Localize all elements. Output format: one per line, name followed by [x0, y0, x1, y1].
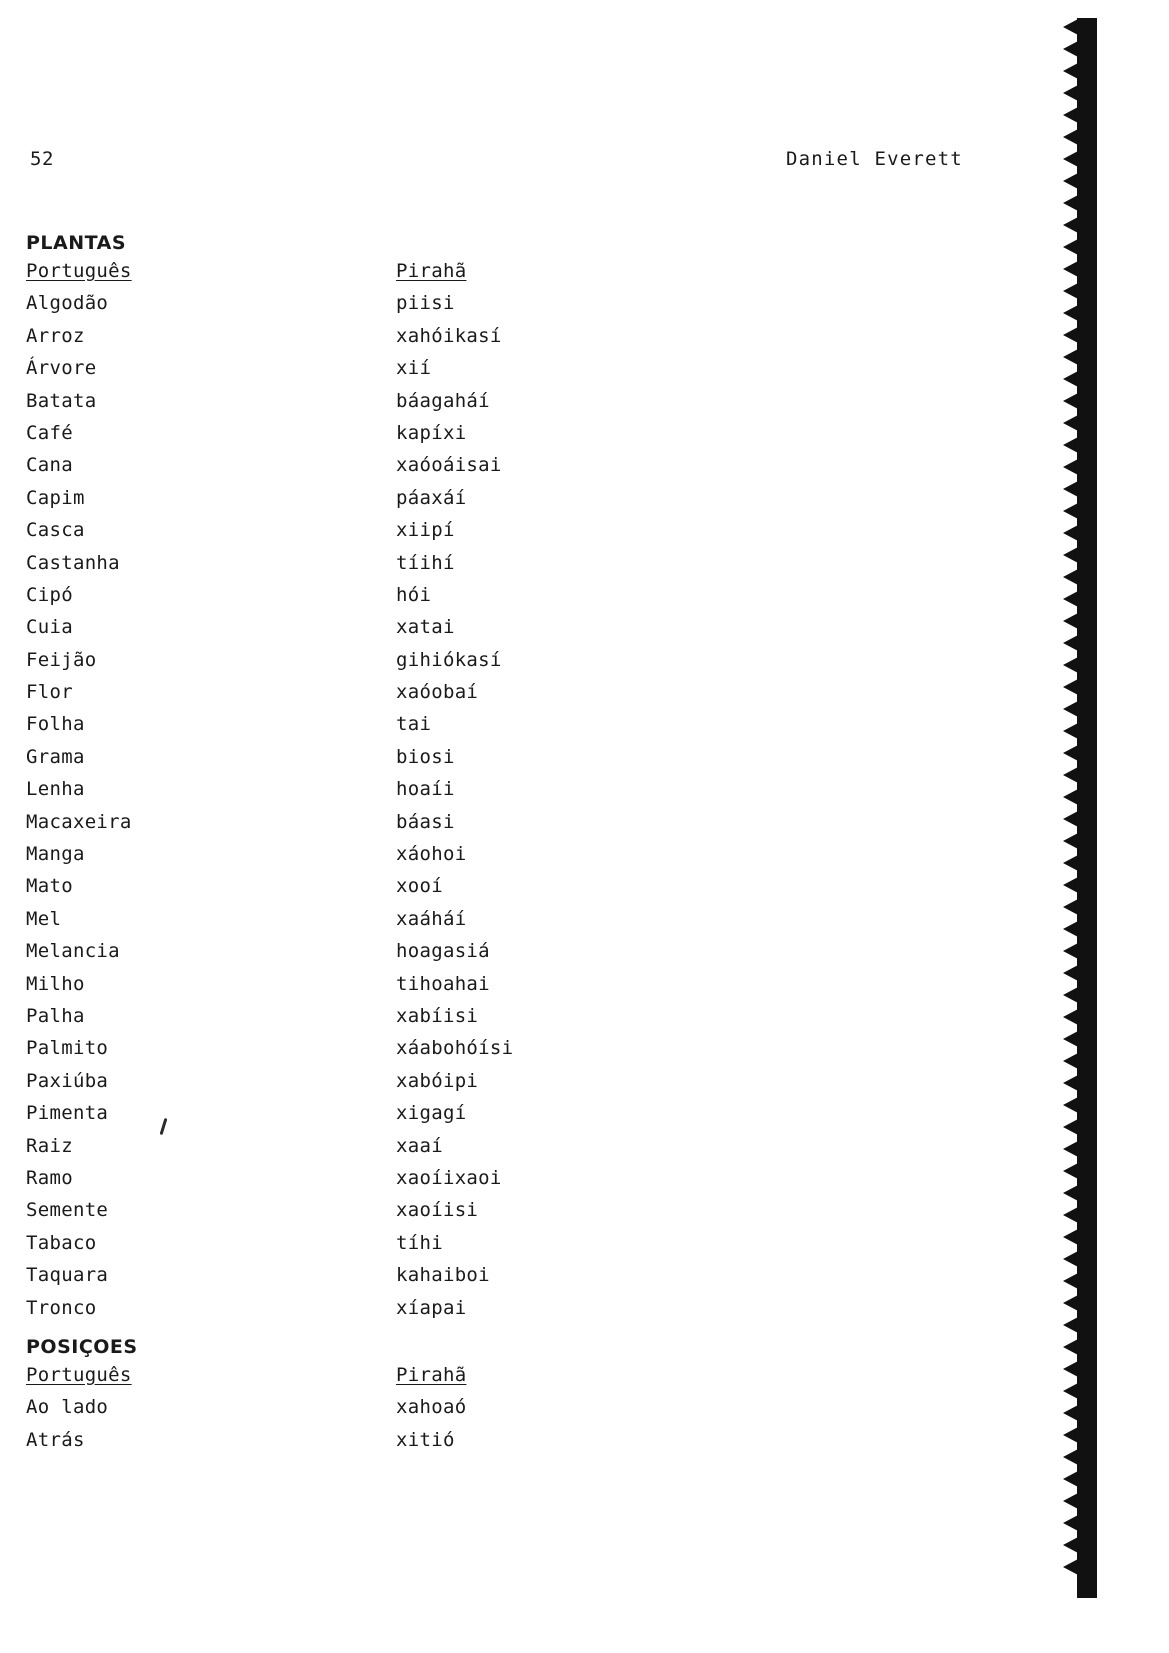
pirah-term: xabóipi	[396, 1069, 479, 1092]
binding-tooth	[1063, 480, 1080, 498]
portuguese-term: Folha	[26, 713, 85, 736]
binding-tooth	[1063, 1338, 1080, 1356]
portuguese-term: Melancia	[26, 940, 120, 963]
word-list-plantas	[26, 292, 514, 1329]
word-list-posicoes	[26, 1396, 467, 1461]
word-entry-row	[26, 1199, 479, 1231]
binding-tooth	[1063, 18, 1080, 36]
page-number: 52	[30, 148, 54, 170]
binding-tooth	[1063, 1404, 1080, 1422]
column-header-portuguese: Português	[26, 260, 132, 282]
binding-tooth	[1063, 1426, 1080, 1444]
binding-tooth	[1063, 1074, 1080, 1092]
binding-tooth	[1063, 766, 1080, 784]
binding-tooth	[1063, 40, 1080, 58]
binding-tooth	[1063, 1316, 1080, 1334]
spiral-binding-edge	[1063, 18, 1097, 1598]
pirah-term: xabíisi	[396, 1004, 479, 1027]
portuguese-term: Mel	[26, 907, 62, 930]
section-title: PLANTAS	[26, 232, 127, 254]
word-entry-row	[26, 907, 467, 940]
word-entry-row	[26, 843, 467, 875]
word-entry-row	[26, 292, 455, 324]
binding-tooth	[1063, 1162, 1080, 1180]
binding-tooth	[1063, 172, 1080, 190]
portuguese-term: Semente	[26, 1199, 109, 1222]
binding-tooth	[1063, 1008, 1080, 1026]
binding-tooth	[1063, 326, 1080, 344]
pirah-term: kahaiboi	[396, 1264, 490, 1287]
portuguese-term: Mato	[26, 875, 73, 898]
binding-tooth	[1063, 1118, 1080, 1136]
word-entry-row	[26, 1396, 467, 1428]
binding-tooth	[1063, 282, 1080, 300]
portuguese-term: Cuia	[26, 616, 73, 639]
portuguese-term: Feijão	[26, 648, 97, 671]
binding-tooth	[1063, 854, 1080, 872]
binding-tooth	[1063, 370, 1080, 388]
binding-tooth	[1063, 546, 1080, 564]
word-entry-row	[26, 1264, 490, 1296]
word-entry-row	[26, 583, 432, 616]
pirah-term: tíihí	[396, 551, 455, 574]
binding-tooth	[1063, 1558, 1080, 1576]
binding-tooth	[1063, 62, 1080, 80]
word-entry-row	[26, 486, 467, 519]
binding-tooth	[1063, 392, 1080, 410]
column-header-row	[26, 1364, 467, 1396]
binding-tooth	[1063, 194, 1080, 212]
binding-tooth	[1063, 1360, 1080, 1378]
binding-tooth	[1063, 436, 1080, 454]
pirah-term: hoaíi	[396, 778, 455, 801]
binding-tooth	[1063, 238, 1080, 256]
binding-tooth	[1063, 656, 1080, 674]
portuguese-term: Paxiúba	[26, 1069, 109, 1092]
word-entry-row	[26, 421, 467, 454]
binding-tooth	[1063, 1096, 1080, 1114]
binding-tooth	[1063, 920, 1080, 938]
word-entry-row	[26, 357, 432, 389]
running-head-author: Daniel Everett	[786, 148, 963, 170]
binding-tooth	[1063, 568, 1080, 586]
pirah-term: tíhi	[396, 1231, 443, 1254]
pirah-term: xaoíixaoi	[396, 1166, 502, 1189]
pirah-term: hoagasiá	[396, 940, 490, 963]
word-entry-row	[26, 1069, 479, 1102]
pirah-term: xiipí	[396, 519, 455, 542]
column-header-portuguese: Português	[26, 1364, 132, 1386]
section-posicoes	[26, 1336, 467, 1461]
pirah-term: xaóobaí	[396, 681, 479, 704]
binding-tooth	[1063, 128, 1080, 146]
binding-tooth	[1063, 986, 1080, 1004]
pirah-term: tai	[396, 713, 432, 736]
binding-tooth	[1063, 1448, 1080, 1466]
pirah-term: báagaháí	[396, 389, 490, 412]
section-title: POSIÇOES	[26, 1336, 138, 1358]
word-entry-row	[26, 519, 455, 551]
word-entry-row	[26, 745, 455, 778]
binding-tooth	[1063, 1184, 1080, 1202]
word-entry-row	[26, 616, 455, 648]
portuguese-term: Árvore	[26, 357, 97, 380]
word-entry-row	[26, 1231, 443, 1264]
column-header-pirah: Pirahã	[396, 260, 467, 282]
word-entry-row	[26, 1428, 455, 1461]
pirah-term: xáohoi	[396, 843, 467, 866]
binding-tooth	[1063, 84, 1080, 102]
portuguese-term: Arroz	[26, 324, 85, 347]
pirah-term: xahoaó	[396, 1396, 467, 1419]
word-entry-row	[26, 454, 502, 486]
word-entry-row	[26, 1037, 514, 1069]
portuguese-term: Ramo	[26, 1166, 73, 1189]
portuguese-term: Tronco	[26, 1296, 97, 1319]
binding-tooth	[1063, 524, 1080, 542]
pirah-term: kapíxi	[396, 421, 467, 444]
word-entry-row	[26, 940, 490, 972]
word-entry-row	[26, 389, 490, 422]
binding-tooth	[1063, 304, 1080, 322]
portuguese-term: Pimenta	[26, 1102, 109, 1125]
pirah-term: báasi	[396, 810, 455, 833]
word-entry-row	[26, 324, 502, 357]
binding-tooth	[1063, 150, 1080, 168]
binding-tooth	[1063, 1206, 1080, 1224]
pirah-term: xaoíisi	[396, 1199, 479, 1222]
word-entry-row	[26, 972, 490, 1005]
binding-tooth	[1063, 1470, 1080, 1488]
portuguese-term: Batata	[26, 389, 97, 412]
portuguese-term: Flor	[26, 681, 73, 704]
binding-tooth	[1063, 1536, 1080, 1554]
word-entry-row	[26, 1004, 479, 1037]
binding-tooth	[1063, 942, 1080, 960]
binding-tooth	[1063, 832, 1080, 850]
section-plantas	[26, 232, 514, 1329]
binding-tooth	[1063, 458, 1080, 476]
pirah-term: xatai	[396, 616, 455, 639]
portuguese-term: Tabaco	[26, 1231, 97, 1254]
portuguese-term: Casca	[26, 519, 85, 542]
binding-tooth	[1063, 414, 1080, 432]
pirah-term: xigagí	[396, 1102, 467, 1125]
binding-tooth	[1063, 1030, 1080, 1048]
column-header-row	[26, 260, 467, 292]
binding-tooth	[1063, 1272, 1080, 1290]
word-entry-row	[26, 810, 455, 843]
portuguese-term: Ao lado	[26, 1396, 109, 1419]
word-entry-row	[26, 681, 479, 713]
binding-tooth	[1063, 634, 1080, 652]
word-entry-row	[26, 1102, 467, 1134]
binding-tooth	[1063, 964, 1080, 982]
word-entry-row	[26, 1134, 443, 1167]
pirah-term: xíapai	[396, 1296, 467, 1319]
binding-tooth	[1063, 590, 1080, 608]
pirah-term: piisi	[396, 292, 455, 315]
pirah-term: xaóoáisai	[396, 454, 502, 477]
binding-tooth	[1063, 788, 1080, 806]
binding-tooth	[1063, 1052, 1080, 1070]
binding-tooth	[1063, 106, 1080, 124]
portuguese-term: Palmito	[26, 1037, 109, 1060]
portuguese-term: Grama	[26, 745, 85, 768]
binding-tooth	[1063, 216, 1080, 234]
binding-tooth	[1063, 348, 1080, 366]
pirah-term: xaaí	[396, 1134, 443, 1157]
word-entry-row	[26, 778, 455, 810]
portuguese-term: Atrás	[26, 1428, 85, 1451]
word-entry-row	[26, 1166, 502, 1199]
pirah-term: xahóikasí	[396, 324, 502, 347]
pirah-term: gihiókasí	[396, 648, 502, 671]
binding-tooth	[1063, 810, 1080, 828]
word-entry-row	[26, 551, 455, 584]
binding-tooth	[1063, 1294, 1080, 1312]
portuguese-term: Lenha	[26, 778, 85, 801]
portuguese-term: Palha	[26, 1004, 85, 1027]
pirah-term: xií	[396, 357, 432, 380]
binding-tooth	[1063, 1492, 1080, 1510]
binding-tooth	[1063, 502, 1080, 520]
binding-tooth	[1063, 744, 1080, 762]
portuguese-term: Raiz	[26, 1134, 73, 1157]
portuguese-term: Café	[26, 421, 73, 444]
pirah-term: xitió	[396, 1428, 455, 1451]
pirah-term: xáabohóísi	[396, 1037, 514, 1060]
binding-tooth	[1063, 1228, 1080, 1246]
portuguese-term: Manga	[26, 843, 85, 866]
pirah-term: hói	[396, 583, 432, 606]
pirah-term: xaáháí	[396, 907, 467, 930]
binding-tooth	[1063, 1140, 1080, 1158]
portuguese-term: Cana	[26, 454, 73, 477]
column-header-pirah: Pirahã	[396, 1364, 467, 1386]
portuguese-term: Milho	[26, 972, 85, 995]
binding-tooth	[1063, 1250, 1080, 1268]
pirah-term: xooí	[396, 875, 443, 898]
stray-pen-mark	[160, 1118, 168, 1135]
binding-tooth	[1063, 722, 1080, 740]
binding-tooth	[1063, 260, 1080, 278]
pirah-term: tihoahai	[396, 972, 490, 995]
portuguese-term: Macaxeira	[26, 810, 132, 833]
binding-tooth	[1063, 876, 1080, 894]
portuguese-term: Capim	[26, 486, 85, 509]
binding-tooth	[1063, 700, 1080, 718]
word-entry-row	[26, 713, 432, 745]
binding-tooth	[1063, 612, 1080, 630]
pirah-term: páaxáí	[396, 486, 467, 509]
binding-tooth	[1063, 1382, 1080, 1400]
word-entry-row	[26, 875, 443, 907]
portuguese-term: Taquara	[26, 1264, 109, 1287]
portuguese-term: Algodão	[26, 292, 109, 315]
binding-tooth	[1063, 898, 1080, 916]
word-entry-row	[26, 1296, 467, 1329]
binding-tooth	[1063, 678, 1080, 696]
pirah-term: biosi	[396, 745, 455, 768]
binding-tooth	[1063, 1514, 1080, 1532]
portuguese-term: Cipó	[26, 583, 73, 606]
binding-spine	[1077, 18, 1097, 1598]
word-entry-row	[26, 648, 502, 681]
portuguese-term: Castanha	[26, 551, 120, 574]
